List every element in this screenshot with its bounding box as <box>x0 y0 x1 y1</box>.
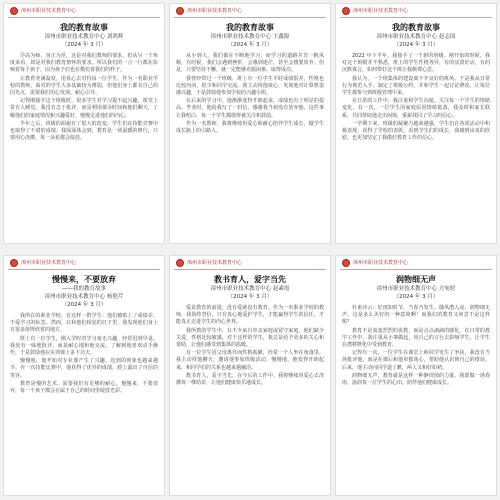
document-body <box>10 53 158 142</box>
page-header <box>174 4 326 18</box>
document-date: （2024 年 3 月） <box>227 42 273 48</box>
document-date: （2024 年 3 月） <box>61 302 107 308</box>
document-title: 润物细无声 <box>396 275 436 284</box>
body-paragraph: 教育是慢的艺术，需要我们有足够的耐心。慢慢来，不要放弃，每一个孩子都会在属于自己的时间里绽放光彩。 <box>10 380 158 395</box>
body-paragraph: 从小到大，我们都在不断地学习，而学习的道路并非一帆风顺。有时候，我们会遇到挫折，会感到迷茫，甚至会想要放弃。但是，只要坚持不懈，就一定能够克服困难，取得成功。 <box>176 53 324 74</box>
page-header <box>8 256 160 270</box>
document-title: 慢慢来，不要放弃 <box>52 275 116 284</box>
body-paragraph: 爱是教育的前提，没有爱就没有教育。作为一名职业学校的教师，我始终坚信，只有真心地爱护学生，才能赢得学生的信任，才能真正走进学生的内心世界。 <box>176 305 324 326</box>
page-header <box>8 4 160 18</box>
school-logo-icon <box>342 259 350 267</box>
body-paragraph: 有一位学生因父母离异而性格孤僻，经常一个人坐在角落里。我主动找他聊天，邀请他参加班级活动，慢慢地，他变得开朗起来，和同学们的关系也越来越融洽。 <box>176 350 324 371</box>
body-paragraph: 半年之后，班级的面貌有了很大的改变，学生们在技能竞赛中也取得了不错的成绩。我深深体会到，教育是一场温暖的修行，只要用心浇灌，每一朵花都会绽放。 <box>10 120 158 142</box>
document-author: 漳州市职业技术教育中心 王鑫源 <box>210 34 290 40</box>
page-header <box>340 4 492 18</box>
body-paragraph: 作为一名教师，我将继续用爱心和耐心陪伴学生成长，做学生成长路上的引路人。 <box>176 120 324 135</box>
document-date: （2024 年 3 月） <box>227 294 273 300</box>
document-date: （2024 年 3 月） <box>393 294 439 300</box>
body-paragraph: 教育不是轰轰烈烈的说教，而是点点滴滴的感化。在日常的教学工作中，我注重从小事做起，用自己的言行去影响学生，让学生在潜移默化中受到教育。 <box>342 327 490 349</box>
body-paragraph: 我曾经带过一个班级，班上有一位学生平时成绩很差，性格也比较内向，很少和同学交流。我主动找他谈心，发现他对计算机很感兴趣，于是鼓励他参加学校的兴趣小组。 <box>176 75 324 97</box>
document-subtitle: ——我的教育故事 <box>61 286 106 292</box>
school-logo-icon <box>10 259 18 267</box>
document-page[interactable] <box>169 3 331 244</box>
body-paragraph: 教书育人，爱字当先。在今后的工作中，我将继续用爱心去浇灌每一棵幼苗，让他们健康快乐地成长。 <box>176 372 324 387</box>
body-paragraph: 记得有一次，一位学生在课堂上和同学发生了争执，我没有当场批评他，而是在课后和他单独谈心，帮助他认识到自己的错误。后来，他主动向同学道了歉，两人又和好如初。 <box>342 350 490 371</box>
school-logo-icon <box>342 7 350 15</box>
body-paragraph: 我所教的学生中，有不少来自单亲家庭或留守家庭，他们缺少关爱，性格比较敏感。对于这样的学生，我总是给予更多的关心和帮助，让他们感受到集体的温暖。 <box>176 327 324 349</box>
document-page[interactable] <box>169 255 331 496</box>
document-body <box>10 313 158 395</box>
body-paragraph: 记得刚接手这个班级时，很多学生对学习提不起兴趣，课堂上常有人睡觉。我没有急于批评，而是利用课余时间和他们聊天，了解他们的家庭情况和兴趣爱好，慢慢走进他们的内心。 <box>10 98 158 119</box>
school-logo-icon <box>176 7 184 15</box>
document-title: 我的教育故事 <box>226 23 274 32</box>
document-title: 我的教育故事 <box>60 23 108 32</box>
body-paragraph: 润物细无声，教育就是这样一种静悄悄的力量。我愿做一场春雨，滋润每一位学生的心田，陪伴他们健康成长。 <box>342 372 490 387</box>
document-page[interactable] <box>3 255 165 496</box>
document-date: （2024 年 3 月） <box>393 42 439 48</box>
document-body <box>342 305 490 387</box>
school-logo-icon <box>10 7 18 15</box>
body-paragraph: 班上有一位学生，刚入学时对学习毫无兴趣，经常迟到早退。我没有一味地批评，而是耐心地和他交流，了解到他喜欢动手操作，于是鼓励他在实训课上多下功夫。 <box>10 335 158 357</box>
document-date: （2024 年 3 月） <box>61 42 107 48</box>
page-header <box>174 256 326 270</box>
body-paragraph: 我所在的职业学校，有这样一群学生：他们被贴上了成绩差、不爱学习的标签。然而，在和他们相处的日子里，我发现他们身上有很多值得欣赏的地方。 <box>10 313 158 334</box>
school-name: 漳州市职业技术教育中心 <box>353 8 409 14</box>
school-name: 漳州市职业技术教育中心 <box>353 260 409 266</box>
document-page[interactable] <box>3 3 165 244</box>
body-paragraph: 在日常的工作中，我注重和学生沟通，关注每一个学生的情绪变化。有一次，一位学生因家庭原因情绪低落，我及时和家长联系，共同帮助他走出困境，重新找回了学习的信心。 <box>342 98 490 119</box>
document-author: 漳州市职业技术教育中心 方宛婷 <box>376 286 456 292</box>
body-paragraph: 学高为师，身正为范，这是对我们教师的要求，但从另一个角度来看，却是对我们教育情怀的要求。所以我们的一言一行都在影响着每个孩子，因为孩子们也在模仿着我们的样子。 <box>10 53 158 74</box>
body-paragraph: 杜甫诗云：好雨知时节，当春乃发生。随风潜入夜，润物细无声。这是多么美好的一种意境啊！而我们的教育又何尝不是这样呢？ <box>342 305 490 326</box>
document-title: 我的教育故事 <box>392 23 440 32</box>
document-body <box>176 53 324 135</box>
school-name: 漳州市职业技术教育中心 <box>187 260 243 266</box>
document-author: 漳州市职业技术教育中心 杨艳芹 <box>44 294 124 300</box>
document-page[interactable] <box>335 255 497 496</box>
body-paragraph: 我认为，一个班集体的建设离不开良好的班风。于是我从日常行为规范入手，制定了班级公约，并和学生一起讨论修改，让每位学生都参与到班级管理中来。 <box>342 75 490 97</box>
body-paragraph: 2022 年下半年，我接手了一个新的班级。刚开始的时候，我对这个班级并不熟悉，班上的学生性格各异，有的活泼好动，有的沉默寡言，如何带好这个班让我颇费心思。 <box>342 53 490 74</box>
document-title: 教书育人，爱字当先 <box>214 275 286 284</box>
body-paragraph: 让教育充满温度，用真心去对待每一位学生。作为一名职业学校的教师，面对的学生大多基础较为薄弱，但他们身上都有自己的闪光点，需要我们用心发现、耐心引导。 <box>10 75 158 97</box>
document-body <box>176 305 324 387</box>
page-header <box>340 256 492 270</box>
school-logo-icon <box>176 259 184 267</box>
document-body <box>342 53 490 142</box>
body-paragraph: 慢慢地，他开始对专业课产生了兴趣，迟到的现象也越来越少。在一次技能比赛中，他获得了优异的成绩，脸上露出了自信的笑容。 <box>10 358 158 379</box>
document-author: 漳州市职业技术教育中心 刘鸿辉 <box>44 34 124 40</box>
school-name: 漳州市职业技术教育中心 <box>21 8 77 14</box>
body-paragraph: 一学期下来，班级的凝聚力越来越强，学生们在各项活动中积极表现，获得了学校的表彰。看到学生们的成长，我感到由衷的欣慰，也更加坚定了我做好教育工作的信心。 <box>342 120 490 142</box>
document-author: 漳州市职业技术教育中心 赵素霞 <box>210 286 290 292</box>
body-paragraph: 在后来的学习中，他渐渐变得开朗起来，成绩也有了明显的提高。毕业时，他给我写了一封信，感谢我当初没有放弃他。这件事让我明白，每一个学生都值得被关注和鼓励。 <box>176 98 324 119</box>
document-page[interactable] <box>335 3 497 244</box>
document-author: 漳州市职业技术教育中心 赵志国 <box>376 34 456 40</box>
school-name: 漳州市职业技术教育中心 <box>21 260 77 266</box>
school-name: 漳州市职业技术教育中心 <box>187 8 243 14</box>
